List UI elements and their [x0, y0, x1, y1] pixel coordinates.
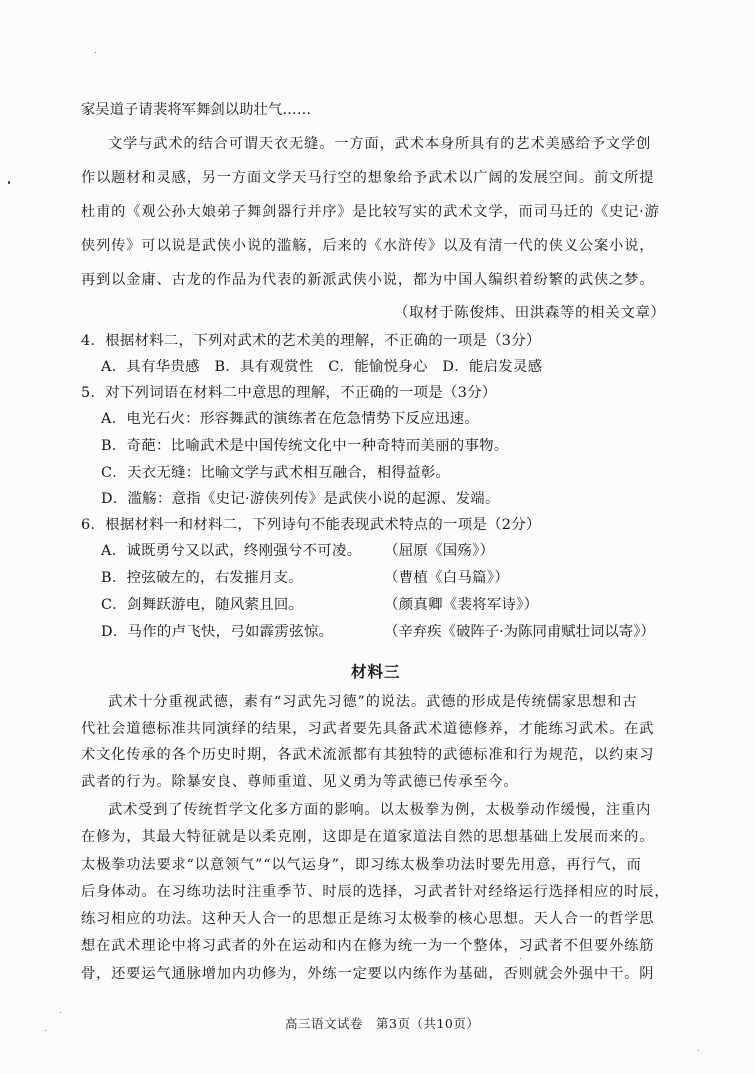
option-b-source: （曹植《白马篇》）: [384, 570, 510, 586]
section-heading: 材料三: [351, 662, 401, 681]
scan-speck: [520, 958, 521, 959]
passage-line: 杜甫的《观公孙大娘弟子舞剑器行并序》是比较写实的武术文学，而司马迁的《史记·游: [81, 204, 660, 220]
option-d-source: （辛弃疾《破阵子·为陈同甫赋壮词以寄》）: [384, 624, 655, 640]
passage-line: 想在武术理论中将习武者的外在运动和内在修为统一为一个整体，习武者不但要外练筋: [81, 938, 655, 954]
option-b: B．控弦破左的，右发摧月支。: [101, 570, 303, 586]
scan-speck: [45, 1030, 46, 1031]
passage-line: 家吴道子请裴将军舞剑以助壮气……: [81, 102, 312, 118]
scan-speck: [95, 52, 96, 53]
option-c: C．剑舞跃游电，随风萦且回。: [101, 597, 304, 613]
passage-line: 代社会道德标准共同演绎的结果，习武者要先具备武术道德修养，才能练习武术。在武: [81, 721, 655, 737]
option-b: B．奇葩：比喻武术是中国传统文化中一种奇特而美丽的事物。: [101, 438, 509, 454]
passage-line: 文学与武术的结合可谓天衣无缝。一方面，武术本身所具有的艺术美感给予文学创: [108, 136, 652, 152]
page-footer: 高三语文试卷 第3页（共10页）: [285, 1016, 480, 1031]
passage-source: （取材于陈俊炜、田洪森等的相关文章）: [394, 305, 666, 321]
scan-speck: [60, 1012, 61, 1013]
passage-line: 练习相应的功法。这种天人合一的思想正是练习太极拳的核心思想。天人合一的哲学思: [81, 911, 655, 927]
option-a: A．电光石火：形容舞武的演练者在危急情势下反应迅速。: [101, 411, 479, 427]
option-c-source: （颜真卿《裴将军诗》）: [384, 597, 539, 613]
passage-line: 后身体动。在习练功法时注重季节、时辰的选择，习武者针对经络运行选择相应的时辰，: [81, 884, 670, 900]
option-d: D．滥觞：意指《史记·游侠列传》是武侠小说的起源、发端。: [101, 491, 500, 507]
passage-line: 侠列传》可以说是武侠小说的滥觞，后来的《水浒传》以及有清一代的侠义公案小说，: [81, 238, 655, 254]
scan-mark: [8, 181, 10, 184]
option-a: A．诚既勇兮又以武，终刚强兮不可凌。: [101, 543, 362, 559]
passage-line: 作以题材和灵感，另一方面文学天马行空的想象给予武术以广阔的发展空间。前文所提: [81, 170, 655, 186]
passage-line: 术文化传承的各个历史时期，各武术流派都有其独特的武德标准和行为规范，以约束习: [81, 747, 655, 763]
scan-speck: [698, 1050, 699, 1051]
question-options: A．具有华贵感 B．具有观赏性 C．能愉悦身心 D．能启发灵感: [101, 359, 543, 375]
question-stem: 4．根据材料二，下列对武术的艺术美的理解，不正确的一项是（3分）: [81, 333, 541, 349]
option-d: D．马作的卢飞快，弓如霹雳弦惊。: [101, 624, 334, 640]
question-stem: 5．对下列词语在材料二中意思的理解，不正确的一项是（3分）: [81, 385, 497, 401]
passage-line: 太极拳功法要求“以意领气”“以气运身”，即习练太极拳功法时要先用意，再行气，而: [81, 857, 642, 873]
option-a-source: （屈原《国殇》）: [384, 543, 495, 559]
passage-line: 骨，还要运气通脉增加内功修为，外练一定要以内练作为基础，否则就会外强中干。阴: [81, 966, 655, 982]
question-stem: 6．根据材料一和材料二，下列诗句不能表现武术特点的一项是（2分）: [81, 517, 541, 533]
passage-line: 再到以金庸、古龙的作品为代表的新派武侠小说，都为中国人编织着纷繁的武侠之梦。: [81, 272, 655, 288]
passage-line: 武术十分重视武德，素有“习武先习德”的说法。武德的形成是传统儒家思想和古: [108, 694, 638, 710]
passage-line: 武术受到了传统哲学文化多方面的影响。以太极拳为例，太极拳动作缓慢，注重内: [108, 802, 652, 818]
option-c: C．天衣无缝：比喻文学与武术相互融合，相得益彰。: [101, 465, 451, 481]
passage-line: 武者的行为。除暴安良、尊师重道、见义勇为等武德已传承至今。: [81, 774, 519, 790]
passage-line: 在修为，其最大特征就是以柔克刚，这即是在道家道法自然的思想基础上发展而来的。: [81, 829, 655, 845]
